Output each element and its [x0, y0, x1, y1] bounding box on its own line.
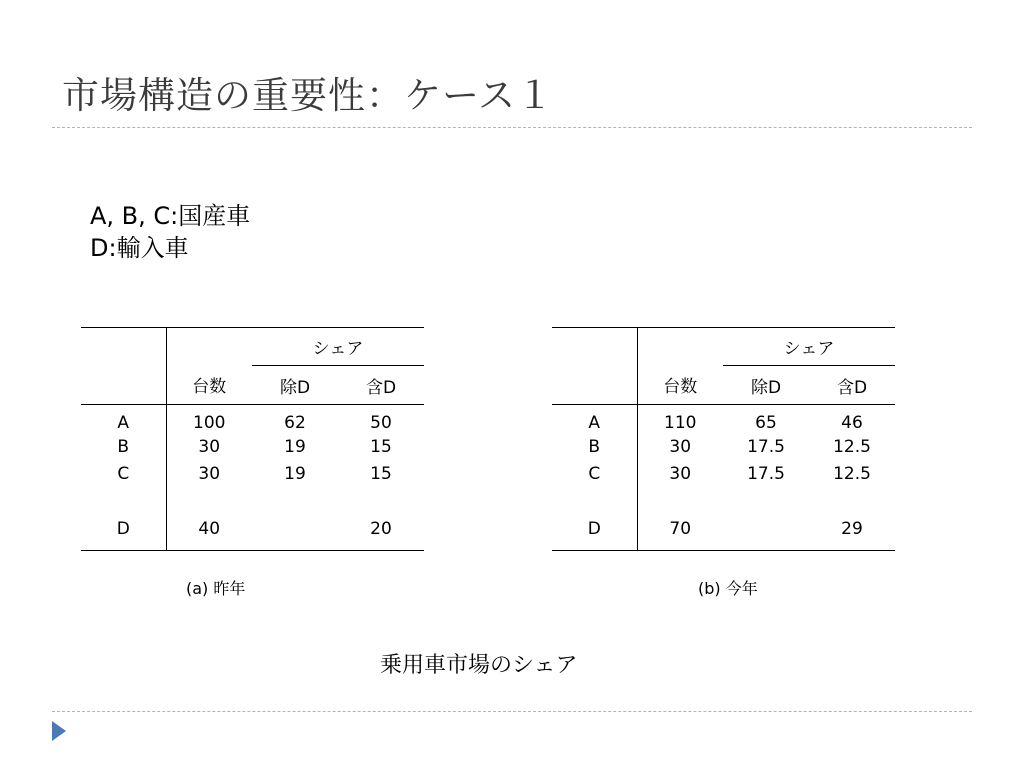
share-excl-d-cell: 17.5	[747, 436, 785, 457]
share-excl-d-cell	[252, 515, 338, 551]
share-incl-d-cell: 50	[370, 413, 392, 433]
row-label: C	[81, 460, 166, 487]
share-excl-d-cell: 65	[755, 413, 777, 433]
slide-title: 市場構造の重要性：ケース１	[62, 74, 555, 117]
corner-cell	[81, 366, 166, 405]
table-row	[81, 515, 424, 551]
row-label: B	[81, 433, 166, 460]
figure-caption: 乗用車市場のシェア	[380, 653, 578, 678]
spacer-cell	[723, 487, 809, 515]
table-caption-last-year: (a) 昨年	[186, 579, 246, 598]
column-header-excl-d: 除D	[723, 366, 809, 405]
legend	[90, 200, 250, 264]
row-label: A	[552, 405, 637, 434]
corner-cell	[552, 366, 637, 405]
spacer-cell	[166, 487, 252, 515]
share-table-last-year	[81, 327, 424, 551]
table-row	[81, 433, 424, 460]
share-table-this-year	[552, 327, 895, 551]
row-label: D	[81, 515, 166, 551]
share-incl-d-cell: 12.5	[833, 463, 871, 484]
spacer-cell	[637, 487, 723, 515]
row-label: B	[552, 433, 637, 460]
units-cell: 70	[637, 515, 723, 551]
table-row	[81, 405, 424, 434]
spacer-cell	[81, 487, 166, 515]
row-label: D	[552, 515, 637, 551]
share-excl-d-cell: 62	[284, 413, 306, 433]
share-excl-d-cell: 19	[284, 436, 306, 457]
share-excl-d-cell	[723, 515, 809, 551]
legend-line-domestic: A, B, C:国産車	[90, 202, 251, 230]
share-excl-d-cell: 17.5	[747, 463, 785, 484]
share-excl-d-cell: 19	[284, 463, 306, 484]
table-row	[552, 460, 895, 487]
table-row	[552, 515, 895, 551]
share-header: シェア	[252, 328, 424, 366]
units-cell: 110	[664, 413, 697, 433]
units-cell: 30	[669, 436, 692, 457]
legend-line-import: D:輸入車	[90, 234, 189, 262]
column-header-excl-d: 除D	[252, 366, 338, 405]
column-header-units: 台数	[166, 366, 252, 405]
table-caption-this-year: (b) 今年	[698, 579, 758, 598]
column-header-incl-d: 含D	[338, 366, 424, 405]
units-cell: 30	[669, 463, 692, 484]
empty-header-cell	[637, 328, 723, 366]
share-incl-d-cell: 46	[841, 413, 863, 433]
corner-cell	[81, 328, 166, 366]
units-cell: 100	[193, 413, 226, 433]
column-header-units: 台数	[637, 366, 723, 405]
spacer-cell	[338, 487, 424, 515]
spacer-cell	[252, 487, 338, 515]
triangle-right-icon	[52, 721, 66, 741]
share-incl-d-cell: 15	[370, 436, 392, 457]
row-label: A	[81, 405, 166, 434]
table-row	[552, 433, 895, 460]
spacer-cell	[552, 487, 637, 515]
table-row	[552, 405, 895, 434]
footer-divider	[52, 711, 972, 712]
spacer-cell	[809, 487, 895, 515]
corner-cell	[552, 328, 637, 366]
row-label: C	[552, 460, 637, 487]
share-incl-d-cell: 20	[338, 515, 424, 551]
empty-header-cell	[166, 328, 252, 366]
share-header: シェア	[723, 328, 895, 366]
column-header-incl-d: 含D	[809, 366, 895, 405]
units-cell: 30	[198, 436, 221, 457]
table-row	[81, 460, 424, 487]
title-divider	[52, 127, 972, 128]
share-incl-d-cell: 12.5	[833, 436, 871, 457]
units-cell: 30	[198, 463, 221, 484]
share-incl-d-cell: 15	[370, 463, 392, 484]
units-cell: 40	[166, 515, 252, 551]
share-incl-d-cell: 29	[809, 515, 895, 551]
